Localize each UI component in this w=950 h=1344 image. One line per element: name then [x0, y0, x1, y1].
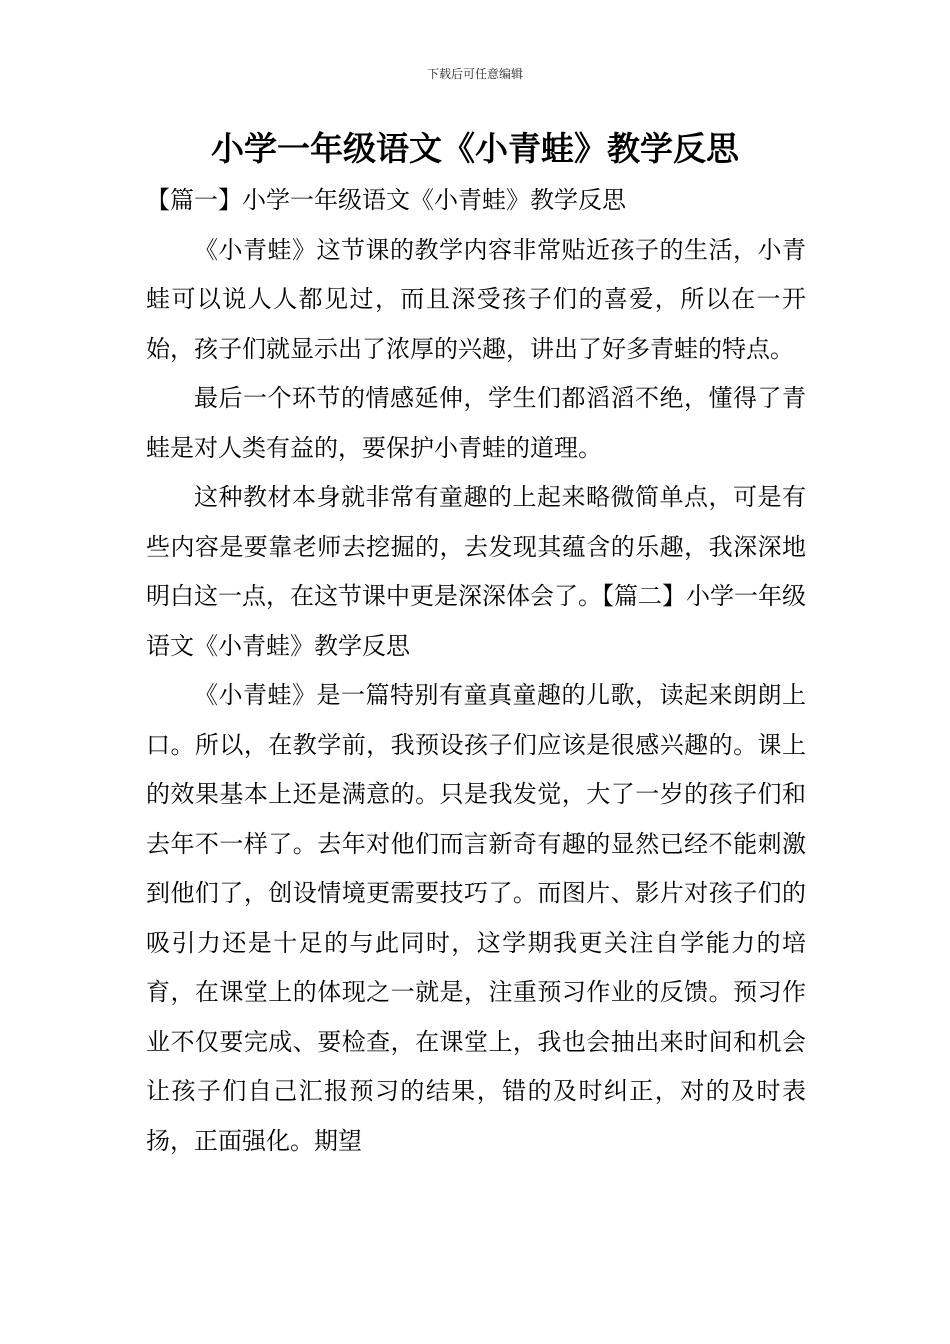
document-title: 小学一年级语文《小青蛙》教学反思 [211, 129, 739, 168]
paragraph: 《小青蛙》是一篇特别有童真童趣的儿歌，读起来朗朗上口。所以，在教学前，我预设孩子们应该是很感兴趣的。课上的效果基本上还是满意的。只是我发觉，大了一岁的孩子们和去年不一样了。去年对他们而言新奇有趣的显然已经不能刺激到他们了，创设情境更需要技巧了。而图片、影片对孩子们的吸引力还是十足的与此同时，这学期我更关注自学能力的培育，在课堂上的体现之一就是，注重预习作业的反馈。预习作业不仅要完成、要检查，在课堂上，我也会抽出来时间和机会让孩子们自己汇报预习的结果，错的及时纠正，对的及时表扬，正面强化。期望 [146, 681, 806, 1155]
paragraph: 最后一个环节的情感延伸，学生们都滔滔不绝，懂得了青蛙是对人类有益的，要保护小青蛙的道理。 [146, 384, 806, 462]
header-note: 下载后可任意编辑 [426, 67, 523, 81]
paragraph: 这种教材本身就非常有童趣的上起来略微简单点，可是有些内容是要靠老师去挖掘的，去发现其蕴含的乐趣，我深深地明白这一点，在这节课中更是深深体会了。【篇二】小学一年级语文《小青蛙》教学反思 [146, 483, 806, 660]
section-heading: 【篇一】小学一年级语文《小青蛙》教学反思 [146, 186, 626, 214]
paragraph: 《小青蛙》这节课的教学内容非常贴近孩子的生活，小青蛙可以说人人都见过，而且深受孩子们的喜爱，所以在一开始，孩子们就显示出了浓厚的兴趣，讲出了好多青蛙的特点。 [146, 235, 806, 363]
document-body [146, 176, 806, 1166]
